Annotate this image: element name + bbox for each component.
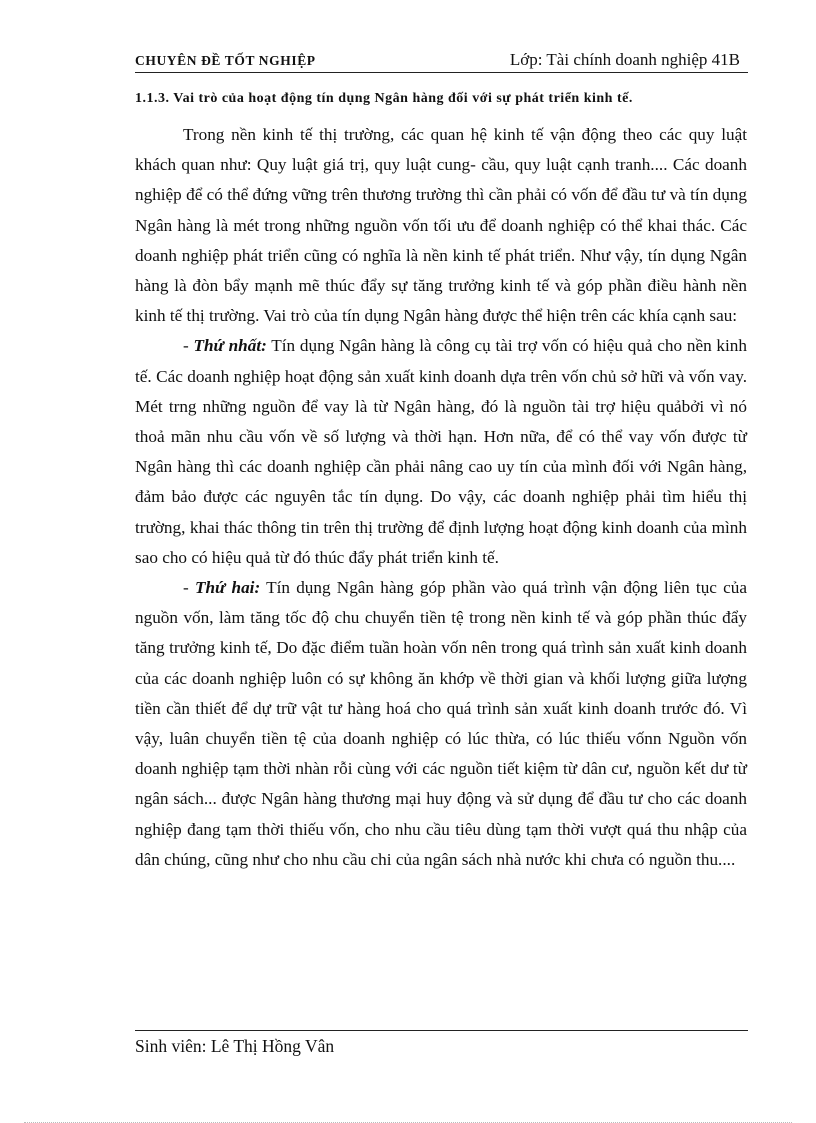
- page-header: [135, 48, 748, 73]
- paragraph-first-lead: Thứ nhất:: [193, 336, 267, 356]
- body-text: [135, 120, 747, 875]
- paragraph-second-prefix: -: [183, 578, 195, 598]
- section-heading: 1.1.3. Vai trò của hoạt động tín dụng Ngân hàng đối với sự phát triển kinh tế.: [135, 91, 633, 106]
- footer-student: Sinh viên: Lê Thị Hồng Vân: [135, 1036, 335, 1056]
- paragraph-first-text: Tín dụng Ngân hàng là công cụ tài trợ vốn có hiệu quả cho nền kinh tế. Các doanh nghiệp hoạt động sản xuất kinh doanh dựa trên vốn chủ sở hữi và vốn vay. Mét trng những nguồn để vay là từ Ngân hàng, đó là nguồn tài trợ hiệu quảbởi vì nó thoả mãn nhu cầu vốn về số lượng và thời hạn. Hơn nữa, để có thể vay vốn được từ Ngân hàng thì các doanh nghiệp cần phải nâng cao uy tín của mình đối với Ngân hàng, đảm bảo được các nguyên tắc tín dụng. Do vậy, các doanh nghiệp phải tìm hiểu thị trường, khai thác thông tin trên thị trường để định lượng hoạt động kinh doanh của mình sao cho có hiệu quả từ đó thúc đẩy phát triển kinh tế.: [135, 336, 747, 567]
- paragraph-intro: Trong nền kinh tế thị trường, các quan hệ kinh tế vận động theo các quy luật khách quan như: Quy luật giá trị, quy luật cung- cầu, quy luật cạnh tranh.... Các doanh nghiệp để có thể đứng vững trên thương trường thì cần phải có vốn để đầu tư và tín dụng Ngân hàng là mét trong những nguồn vốn tối ưu để doanh nghiệp có thể khai thác. Các doanh nghiệp phát triển cũng có nghĩa là nền kinh tế phát triển. Như vậy, tín dụng Ngân hàng là đòn bẩy mạnh mẽ thúc đẩy sự tăng trưởng kinh tế và góp phần điều hành nền kinh tế thị trường. Vai trò của tín dụng Ngân hàng được thể hiện trên các khía cạnh sau:: [135, 125, 747, 326]
- paragraph-first-prefix: -: [183, 336, 194, 356]
- header-class: Lớp: Tài chính doanh nghiệp 41B: [509, 50, 740, 69]
- paragraph-second: [135, 573, 747, 875]
- footer-divider: [135, 1030, 748, 1031]
- paragraph-second-lead: Thứ hai:: [194, 578, 261, 598]
- header-title: CHUYÊN ĐỀ TỐT NGHIỆP: [135, 53, 316, 68]
- paragraph-first: [135, 331, 747, 573]
- paragraph-second-text: Tín dụng Ngân hàng góp phần vào quá trình vận động liên tục của nguồn vốn, làm tăng tốc độ chu chuyển tiền tệ trong nền kinh tế và góp phần thúc đẩy tăng trưởng kinh tế, Do đặc điểm tuần hoàn vốn nên trong quá trình sản xuất kinh doanh của các doanh nghiệp luôn có sự không ăn khớp về thời gian và khối lượng giữa lượng tiền cần thiết để dự trữ vật tư hàng hoá cho quá trình sản xuất kinh doanh trước đó. Vì vậy, luân chuyển tiền tệ của doanh nghiệp có lúc thừa, có lúc thiếu vốnn Nguồn vốn doanh nghiệp tạm thời nhàn rỗi cùng với các nguồn tiết kiệm từ dân cư, nguồn kết dư từ ngân sách... được Ngân hàng thương mại huy động và sử dụng để đầu tư cho các doanh nghiệp đang tạm thời thiếu vốn, cho nhu cầu tiêu dùng tạm thời vượt quá thu nhập của dân chúng, cũng như cho nhu cầu chi của ngân sách nhà nước khi chưa có nguồn thu....: [135, 578, 747, 869]
